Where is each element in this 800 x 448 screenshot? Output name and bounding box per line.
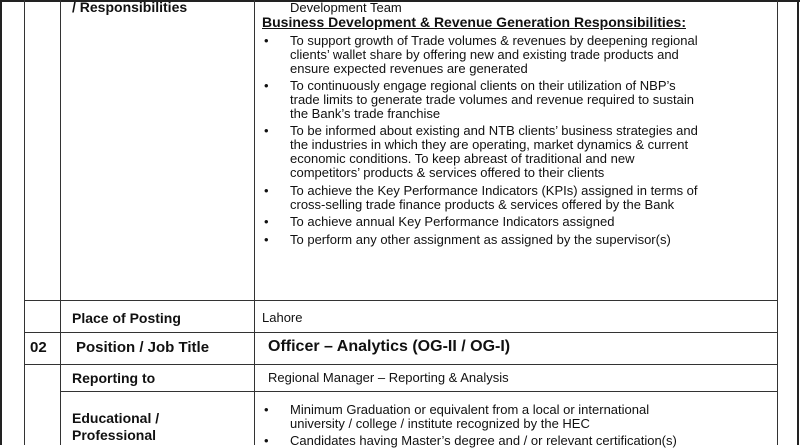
list-item-line: economic conditions. To keep abreast of traditional and new <box>290 151 635 166</box>
education-list <box>262 403 782 448</box>
bullet-glyph: • <box>264 123 269 138</box>
list-item <box>262 403 782 431</box>
bullet-glyph: • <box>264 402 269 417</box>
frame-left-border <box>0 0 2 445</box>
bullet-glyph: • <box>264 183 269 198</box>
place-of-posting-value: Lahore <box>262 310 303 325</box>
list-item-line: ensure expected revenues are generated <box>290 61 528 76</box>
row-divider-3 <box>24 364 778 365</box>
list-item-line: To support growth of Trade volumes & revenues by deepening regional <box>290 33 698 48</box>
list-item-line: To achieve the Key Performance Indicators (KPIs) assigned in terms of <box>290 183 698 198</box>
list-item <box>262 124 782 180</box>
reporting-to-value: Regional Manager – Reporting & Analysis <box>268 370 509 385</box>
position-title-label: Position / Job Title <box>76 339 210 356</box>
list-item-line: Candidates having Master’s degree and / or relevant certification(s) <box>290 433 677 448</box>
list-item-line: To continuously engage regional clients on their utilization of NBP’s <box>290 78 676 93</box>
column-divider-value <box>254 0 255 445</box>
reporting-to-label: Reporting to <box>72 370 156 386</box>
list-item-line: clients’ wallet share by offering new and existing trade products and <box>290 47 679 62</box>
list-item-line: trade limits to generate trade volumes and revenue required to sustain <box>290 92 694 107</box>
education-label-line: Educational / <box>72 410 160 426</box>
list-item-line: cross-selling trade finance products & services offered by the Bank <box>290 197 675 212</box>
list-item-line: To be informed about existing and NTB clients’ business strategies and <box>290 123 698 138</box>
list-item <box>262 79 782 121</box>
list-item <box>262 34 782 76</box>
position-title-value: Officer – Analytics (OG-II / OG-I) <box>268 338 511 355</box>
column-divider-number <box>24 0 25 445</box>
list-item-line: the industries in which they are operating, market dynamics & current <box>290 137 689 152</box>
frame-right-border <box>797 0 799 445</box>
section-heading: Business Development & Revenue Generation Responsibilities: <box>262 14 686 30</box>
column-divider-label <box>60 0 61 445</box>
list-item-line: competitors’ products & services offered to their clients <box>290 165 605 180</box>
list-item-line: To perform any other assignment as assigned by the supervisor(s) <box>290 232 671 247</box>
list-item-line: To achieve annual Key Performance Indicators assigned <box>290 214 615 229</box>
position-number: 02 <box>30 339 47 356</box>
list-item <box>262 184 782 212</box>
row-divider-4 <box>60 391 778 392</box>
responsibilities-label: / Responsibilities <box>72 0 188 15</box>
list-item <box>262 233 782 247</box>
bullet-glyph: • <box>264 232 269 247</box>
bullet-glyph: • <box>264 433 269 448</box>
row-divider-2 <box>24 332 778 333</box>
place-of-posting-label: Place of Posting <box>72 310 181 326</box>
list-item-line: university / college / institute recognized by the HEC <box>290 416 590 431</box>
education-label-line: Professional <box>72 427 157 443</box>
previous-line-text: Development Team <box>290 0 402 15</box>
bullet-glyph: • <box>264 78 269 93</box>
bullet-glyph: • <box>264 33 269 48</box>
list-item <box>262 215 782 229</box>
list-item-line: the Bank’s trade franchise <box>290 106 441 121</box>
responsibilities-list <box>262 34 782 247</box>
list-item <box>262 434 782 448</box>
list-item-line: Minimum Graduation or equivalent from a local or international <box>290 402 650 417</box>
bullet-glyph: • <box>264 214 269 229</box>
row-divider-1 <box>24 300 778 301</box>
